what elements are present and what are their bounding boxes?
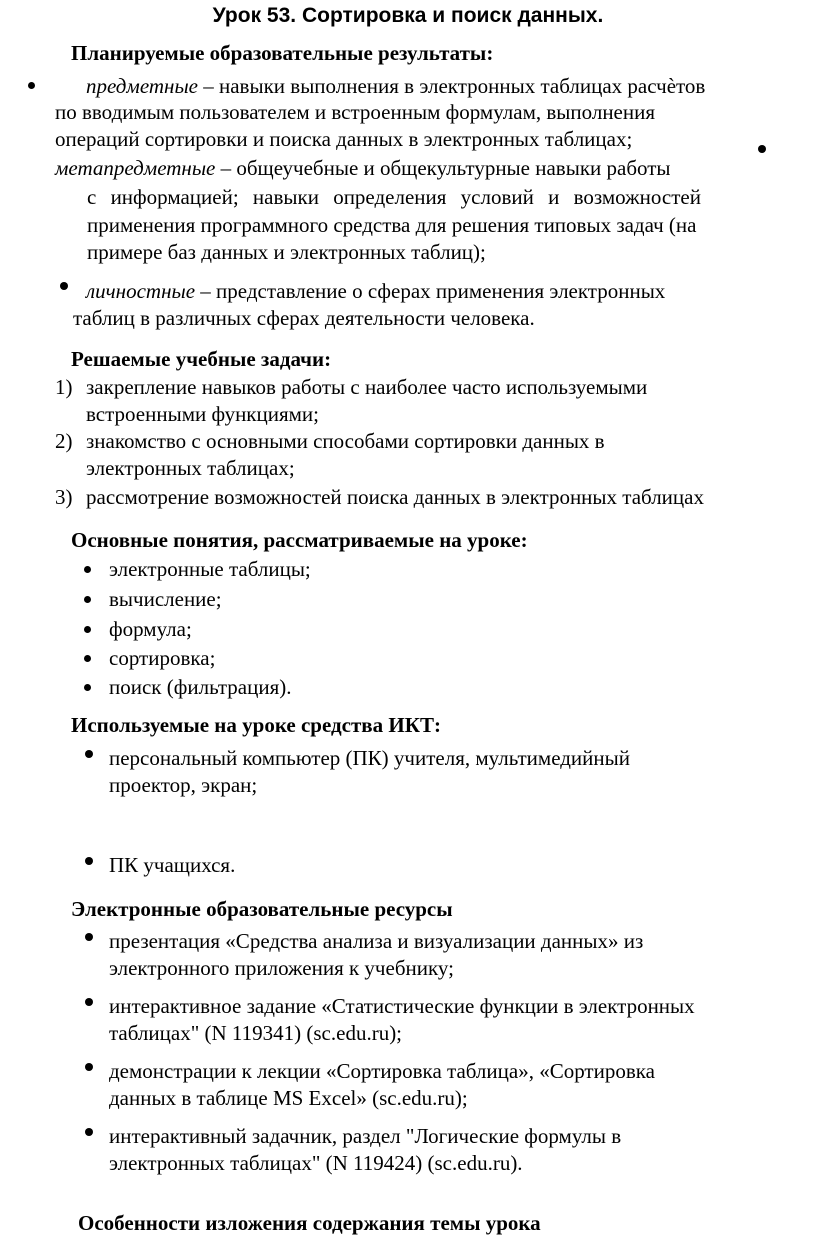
bullet-icon bbox=[85, 1063, 93, 1071]
bullet-icon bbox=[85, 750, 93, 758]
personal-rest: – представление о сферах применения электронных bbox=[195, 279, 666, 303]
results-heading: Планируемые образовательные результаты: bbox=[71, 41, 494, 65]
ict-item: ПК учащихся. bbox=[109, 853, 236, 877]
task-item-line2: встроенными функциями; bbox=[86, 402, 320, 426]
concept-item: формула; bbox=[109, 617, 192, 641]
resource-item-line1: демонстрации к лекции «Сортировка таблица», «Сортировка bbox=[109, 1059, 655, 1083]
meta-rest: – общеучебные и общекультурные навыки работы bbox=[215, 156, 671, 180]
bullet-icon bbox=[85, 857, 93, 865]
bullet-icon bbox=[84, 684, 91, 691]
subject-term: предметные bbox=[86, 74, 198, 98]
task-number: 1) bbox=[55, 375, 73, 399]
concept-item: вычисление; bbox=[109, 587, 222, 611]
personal-term: личностные bbox=[86, 279, 196, 303]
bullet-icon bbox=[85, 933, 93, 941]
ict-item-line2: проектор, экран; bbox=[109, 773, 258, 797]
concepts-heading: Основные понятия, рассматриваемые на уроке: bbox=[71, 528, 528, 552]
meta-results-line4: примере баз данных и электронных таблиц); bbox=[87, 240, 486, 264]
meta-results-line2 bbox=[87, 184, 814, 210]
concept-item: электронные таблицы; bbox=[109, 557, 311, 581]
page-title: Урок 53. Сортировка и поиск данных. bbox=[212, 4, 604, 27]
meta-results-line3: применения программного средства для решения типовых задач (на bbox=[87, 213, 697, 237]
bullet-icon bbox=[60, 282, 68, 290]
task-number: 3) bbox=[55, 485, 73, 509]
task-item-line1: рассмотрение возможностей поиска данных в электронных таблицах bbox=[86, 485, 704, 509]
bullet-icon bbox=[84, 596, 91, 603]
personal-results-line1 bbox=[86, 278, 665, 304]
section-heading: Особенности изложения содержания темы урока bbox=[78, 1211, 541, 1235]
ict-heading: Используемые на уроке средства ИКТ: bbox=[71, 713, 441, 737]
bullet-icon bbox=[758, 145, 766, 153]
resource-item-line2: электронных таблицах" (N 119424) (sc.edu.ru). bbox=[109, 1151, 523, 1175]
meta-line2-text: с информацией; навыки определения условий и возможностей bbox=[87, 185, 701, 209]
subject-results-line1 bbox=[86, 73, 705, 99]
concept-item: сортировка; bbox=[109, 646, 216, 670]
task-item-line1: закрепление навыков работы с наиболее часто используемыми bbox=[86, 375, 648, 399]
resources-heading: Электронные образовательные ресурсы bbox=[71, 897, 453, 921]
subject-results-line3: операций сортировки и поиска данных в электронных таблицах; bbox=[55, 127, 633, 151]
resource-item-line2: электронного приложения к учебнику; bbox=[109, 956, 454, 980]
subject-rest: – навыки выполнения в электронных таблицах расчѐтов bbox=[198, 74, 706, 98]
resource-item-line2: данных в таблице MS Excel» (sc.edu.ru); bbox=[109, 1086, 468, 1110]
bullet-icon bbox=[85, 998, 93, 1006]
subject-results-line2: по вводимым пользователем и встроенным формулам, выполнения bbox=[55, 100, 656, 124]
tasks-heading: Решаемые учебные задачи: bbox=[71, 347, 332, 371]
resource-item-line1: презентация «Средства анализа и визуализации данных» из bbox=[109, 929, 644, 953]
meta-results-line1 bbox=[55, 155, 671, 181]
resource-item-line2: таблицах" (N 119341) (sc.edu.ru); bbox=[109, 1021, 403, 1045]
concept-item: поиск (фильтрация). bbox=[109, 675, 292, 699]
resource-item-line1: интерактивное задание «Статистические функции в электронных bbox=[109, 994, 695, 1018]
resource-item-line1: интерактивный задачник, раздел "Логические формулы в bbox=[109, 1124, 622, 1148]
personal-results-line2: таблиц в различных сферах деятельности человека. bbox=[73, 306, 535, 330]
task-item-line1: знакомство с основными способами сортировки данных в bbox=[86, 429, 605, 453]
bullet-icon bbox=[85, 1128, 93, 1136]
bullet-icon bbox=[84, 566, 91, 573]
bullet-icon bbox=[28, 82, 35, 89]
bullet-icon bbox=[84, 655, 91, 662]
bullet-icon bbox=[84, 626, 91, 633]
task-number: 2) bbox=[55, 429, 73, 453]
ict-item-line1: персональный компьютер (ПК) учителя, мультимедийный bbox=[109, 746, 630, 770]
task-item-line2: электронных таблицах; bbox=[86, 456, 295, 480]
meta-term: метапредметные bbox=[55, 156, 216, 180]
